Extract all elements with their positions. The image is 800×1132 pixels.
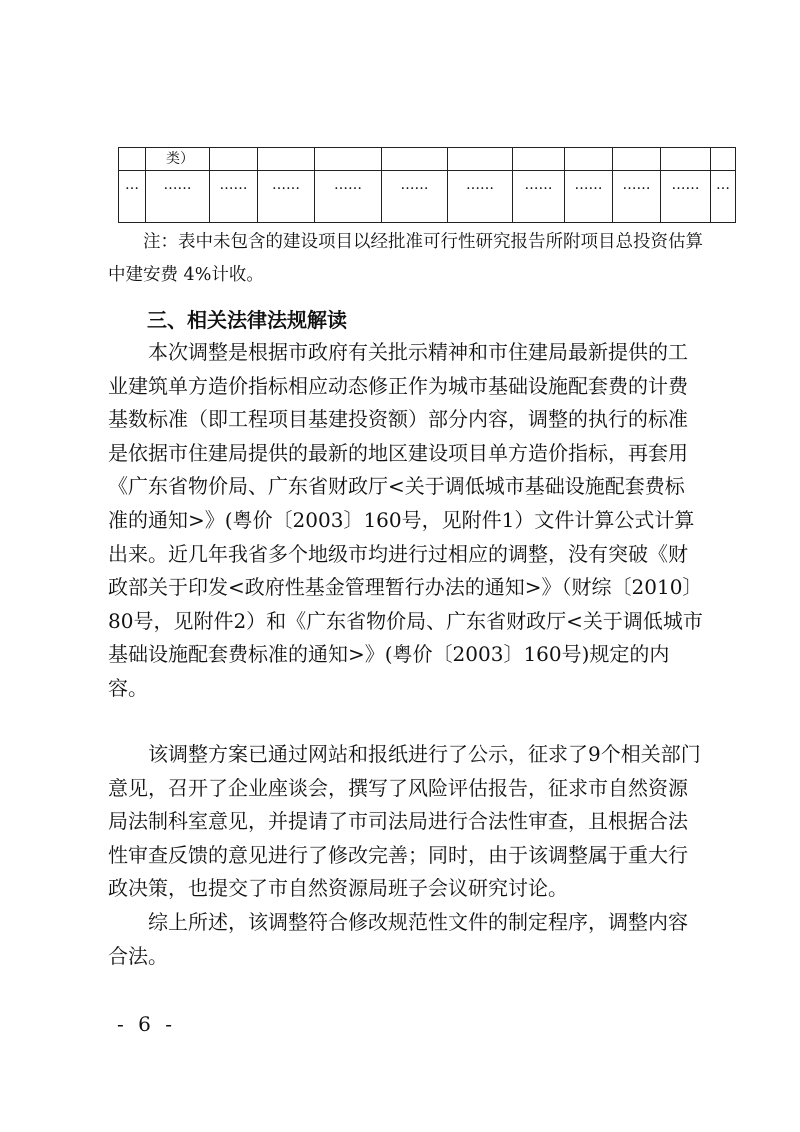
table-row [119,171,736,223]
body-paragraph: 综上所述，该调整符合修改规范性文件的制定程序，调整内容合法。 [108,910,688,968]
table-cell: …… [661,171,711,223]
table-cell [661,148,711,171]
page-number: - 6 - [117,1012,176,1036]
table-cell: … [119,171,146,223]
table-cell: …… [513,171,565,223]
table-cell [448,148,513,171]
section-heading: 三、相关法律法规解读 [147,308,347,332]
table-cell [315,148,382,171]
table-cell: 类） [146,148,210,171]
table-cell: …… [210,171,258,223]
table-cell: …… [382,171,448,223]
table-cell: …… [613,171,661,223]
table-cell [119,148,146,171]
table-cell [613,148,661,171]
table-cell: …… [315,171,382,223]
body-paragraph: 该调整方案已通过网站和报纸进行了公示，征求了9个相关部门意见，召开了企业座谈会，撰写了风险评估报告，征求市自然资源局法制科室意见，并提请了市司法局进行合法性审查，且根据合法性审查反馈的意见进行了修改完善；同时，由于该调整属于重大行政决策，也提交了市自然资源局班子会议研究讨论。 [108,742,701,901]
table-note: 注：表中未包含的建设项目以经批准可行性研究报告所附项目总投资估算中建安费 4%计收。 [108,232,703,285]
table-cell: …… [448,171,513,223]
table-cell [711,148,736,171]
body-paragraph: 本次调整是根据市政府有关批示精神和市住建局最新提供的工业建筑单方造价指标相应动态修正作为城市基础设施配套费的计费基数标准（即工程项目基建投资额）部分内容，调整的执行的标准是依据市住建局提供的最新的地区建设项目单方造价指标，再套用《广东省物价局、广东省财政厅<关于调低城市基础设施配套费标准的通知>》(粤价〔2003〕160号，见附件1）文件计算公式计算出来。近几年我省多个地级市均进行过相应的调整，没有突破《财政部关于印发<政府性基金管理暂行办法的通知>》（财综〔2010〕80号，见附件2）和《广东省物价局、广东省财政厅<关于调低城市基础设施配套费标准的通知>》(粤价〔2003〕160号)规定的内容。 [108,340,703,700]
table-cell [565,148,613,171]
table-cell: …… [146,171,210,223]
table-cell: … [711,171,736,223]
table-cell [258,148,315,171]
table-cell [513,148,565,171]
table-cell: …… [258,171,315,223]
table-cell [210,148,258,171]
table-cell: …… [565,171,613,223]
table-row [119,148,736,171]
table-cell [382,148,448,171]
fee-table-fragment [118,147,736,223]
